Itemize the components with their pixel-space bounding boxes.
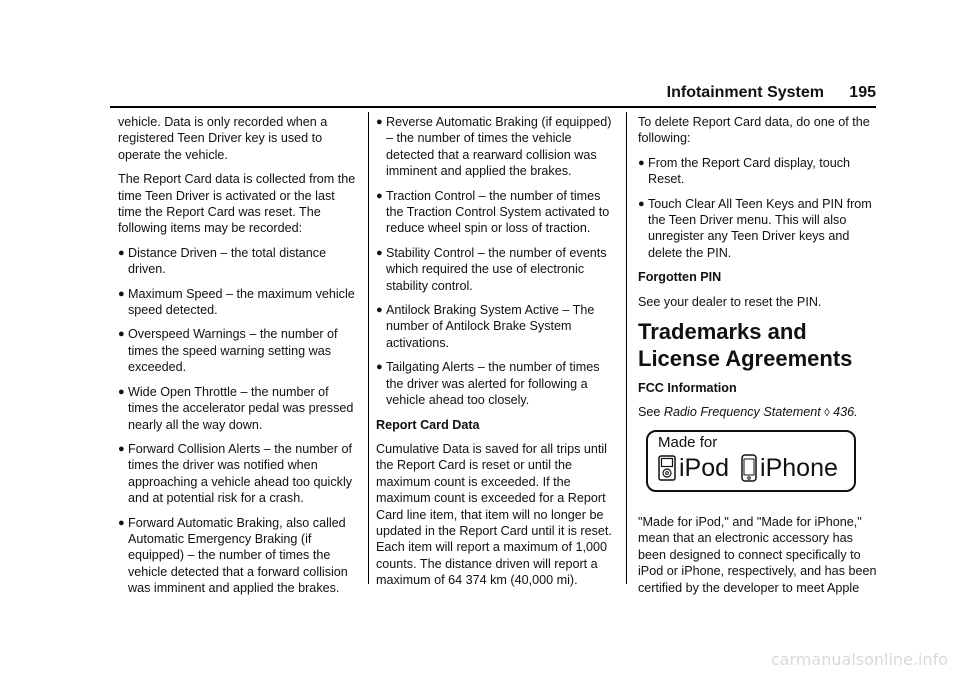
device-row bbox=[658, 454, 850, 482]
bullet-text: Touch Clear All Teen Keys and PIN from the Teen Driver menu. This will also unregister any Teen Driver keys and delete the PIN. bbox=[648, 196, 872, 260]
bullet-text: Forward Automatic Braking, also called Automatic Emergency Braking (if equipped) – the number of times the vehicle detected that a forward collision was imminent and applied the brakes. bbox=[128, 515, 348, 596]
bullet-icon: ● bbox=[118, 442, 125, 455]
subheading-fcc-information: FCC Information bbox=[638, 381, 737, 396]
iphone-icon bbox=[741, 454, 757, 482]
bullet-icon: ● bbox=[376, 304, 383, 317]
column-3 bbox=[638, 114, 878, 604]
bullet-icon: ● bbox=[638, 197, 645, 210]
see-reference bbox=[638, 404, 878, 421]
bullet-icon: ● bbox=[376, 189, 383, 202]
column-divider-1 bbox=[368, 112, 369, 584]
bullet-item bbox=[118, 286, 358, 319]
made-for-ipod-iphone-logo bbox=[646, 430, 856, 492]
bullet-item bbox=[638, 196, 878, 262]
subheading-report-card-data: Report Card Data bbox=[376, 417, 480, 432]
page-ref-icon: ◊ bbox=[824, 407, 830, 420]
bullet-icon: ● bbox=[118, 287, 125, 300]
bullet-text: Maximum Speed – the maximum vehicle speed detected. bbox=[128, 286, 355, 318]
bullet-icon: ● bbox=[118, 328, 125, 341]
bullet-text: Antilock Braking System Active – The number of Antilock Brake System activations. bbox=[386, 303, 595, 350]
bullet-item bbox=[376, 188, 616, 237]
bullet-item bbox=[376, 359, 616, 408]
watermark: carmanualsonline.info bbox=[770, 650, 948, 669]
bullet-text: Distance Driven – the total distance driven. bbox=[128, 245, 327, 277]
bullet-icon: ● bbox=[118, 516, 125, 529]
column-2 bbox=[376, 114, 616, 597]
section-title: Trademarks and License Agreements bbox=[638, 319, 853, 372]
subheading-forgotten-pin: Forgotten PIN bbox=[638, 270, 722, 285]
paragraph: To delete Report Card data, do one of the following: bbox=[638, 115, 870, 146]
bullet-item bbox=[118, 441, 358, 507]
paragraph: vehicle. Data is only recorded when a registered Teen Driver key is used to operate the vehicle. bbox=[118, 115, 328, 162]
bullet-text: Forward Collision Alerts – the number of times the driver was notified when approaching a vehicle ahead too quickly and at potential risk for a crash. bbox=[128, 441, 353, 506]
bullet-text: Stability Control – the number of events which required the use of electronic stability control. bbox=[386, 245, 607, 293]
paragraph: The Report Card data is collected from the time Teen Driver is activated or the last time the Report Card was reset. The following items may be recorded: bbox=[118, 172, 356, 236]
ipod-icon bbox=[658, 455, 676, 481]
ipod-label: iPod bbox=[679, 453, 730, 482]
column-divider-2 bbox=[626, 112, 627, 584]
see-prefix: See bbox=[638, 405, 661, 420]
paragraph: "Made for iPod," and "Made for iPhone," mean that an electronic accessory has been designed to connect specifically to iPod or iPhone, respectively, and has been certified by the developer to meet Apple bbox=[638, 514, 877, 595]
bullet-item bbox=[118, 515, 358, 597]
paragraph: See your dealer to reset the PIN. bbox=[638, 294, 822, 309]
column-1 bbox=[118, 114, 358, 605]
bullet-item bbox=[118, 326, 358, 375]
bullet-item bbox=[118, 245, 358, 278]
bullet-text: Traction Control – the number of times the Traction Control System activated to reduce wheel spin or loss of traction. bbox=[386, 188, 610, 236]
bullet-item bbox=[638, 155, 878, 188]
bullet-item bbox=[376, 302, 616, 351]
bullet-icon: ● bbox=[638, 156, 645, 169]
header-title: Infotainment System bbox=[666, 84, 824, 101]
bullet-item bbox=[376, 245, 616, 294]
bullet-icon: ● bbox=[118, 246, 125, 259]
cross-reference-page[interactable]: 436. bbox=[833, 405, 858, 420]
page-number: 195 bbox=[849, 84, 876, 101]
bullet-text: From the Report Card display, touch Reset. bbox=[648, 155, 851, 187]
header-rule bbox=[110, 106, 876, 108]
bullet-icon: ● bbox=[376, 116, 383, 128]
bullet-text: Tailgating Alerts – the number of times the driver was alerted for following a vehicle ahead too closely. bbox=[386, 360, 600, 408]
bullet-item bbox=[118, 384, 358, 433]
paragraph: Cumulative Data is saved for all trips until the Report Card is reset or until the maximum count is exceeded. If the maximum count is exceeded for a Report Card line item, that item will no longer be updated in the Report Card until it is reset. Each item will report a maximum of 1,000 counts. The distance driven will report a maximum of 64 374 km (40,000 mi). bbox=[376, 441, 612, 588]
bullet-text: Overspeed Warnings – the number of times the speed warning setting was exceeded. bbox=[128, 327, 338, 375]
bullet-item bbox=[376, 114, 616, 180]
cross-reference-link[interactable]: Radio Frequency Statement bbox=[663, 405, 821, 420]
made-for-label: Made for bbox=[658, 433, 718, 451]
iphone-label: iPhone bbox=[760, 453, 838, 482]
bullet-icon: ● bbox=[376, 246, 383, 259]
bullet-text: Wide Open Throttle – the number of times the accelerator pedal was pressed nearly all the way down. bbox=[128, 384, 354, 432]
bullet-icon: ● bbox=[118, 385, 125, 398]
bullet-text: Reverse Automatic Braking (if equipped) – the number of times the vehicle detected that a rearward collision was imminent and applied the brakes. bbox=[386, 115, 612, 179]
bullet-icon: ● bbox=[376, 361, 383, 374]
page-header bbox=[640, 84, 876, 104]
